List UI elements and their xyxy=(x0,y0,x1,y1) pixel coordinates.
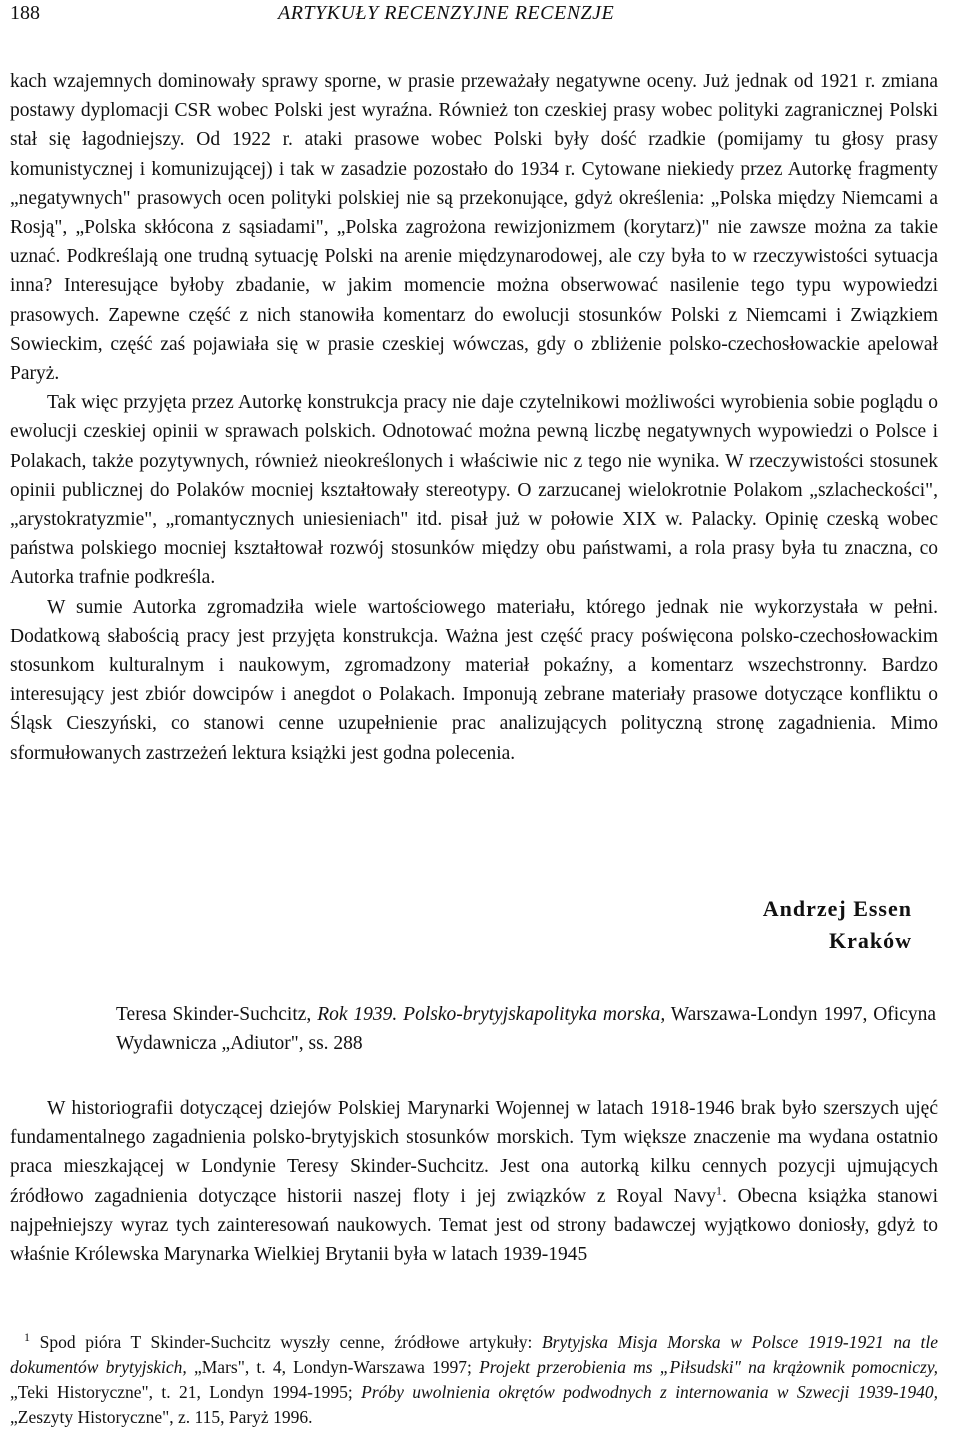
paragraph-text-a: W historiografii dotyczącej dziejów Polskiej Marynarki Wojennej w latach 1918-1946 brak było szerszych ujęć fundamentalnego zagadnienia polsko-brytyjskich stosunków morskich. Tym większe znaczenie ma wydana ostatnio praca mieszkającej w Londynie Teresy Skinder-Suchcitz. Jest ona autorką kilku cennych pozycji ujmujących źródłowo zagadnienia dotyczące historii naszej floty i jej związków z Royal Navy xyxy=(10,1098,938,1207)
book-author: Teresa Skinder-Suchcitz, xyxy=(116,1004,312,1025)
footnote xyxy=(10,1330,938,1430)
next-review-paragraph xyxy=(10,1094,938,1269)
footnote-text-4: „Zeszyty Historyczne", z. 115, Paryż 1996. xyxy=(10,1407,313,1427)
footnote-number: 1 xyxy=(24,1330,30,1345)
reviewer-name: Andrzej Essen xyxy=(762,896,912,921)
reviewer-city: Kraków xyxy=(829,928,912,953)
book-publication: Warszawa-Londyn 1997, Oficyna Wydawnicza „Adiutor", ss. 288 xyxy=(116,1004,937,1055)
footnote-text-1: Spod pióra T Skinder-Suchcitz wyszły cenne, źródłowe artykuły: xyxy=(39,1332,533,1352)
review-signature xyxy=(763,893,912,957)
running-head xyxy=(10,0,950,30)
paragraph-1: kach wzajemnych dominowały sprawy sporne, w prasie przeważały negatywne oceny. Już jednak od 1921 r. zmiana postawy dyplomacji CSR wobec Polski jest wyraźna. Również ton czeskiej prasy wobec polityki zagranicznej Polski stał się łagodniejszy. Od 1922 r. ataki prasowe wobec Polski były dość rzadkie (pomijamy tu głosy prasy komunistycznej i komunizującej) i tak w zasadzie pozostało do 1934 r. Cytowane niekiedy przez Autorkę fragmenty „negatywnych" prasowych ocen polityki polskiej nie są przekonujące, gdyż określenia: „Polska między Niemcami a Rosją", „Polska skłócona z sąsiadami", „Polska zagrożona rewizjonizmem (korytarz)" nie zawsze można za takie uznać. Podkreślają one trudną sytuację Polski na arenie międzynarodowej, ale czy była to w rzeczywistości sytuacja inna? Interesujące byłoby zbadanie, w jakim momencie można obserwować nasilenie tego typu wypowiedzi prasowych. Zapewne część z nich stanowiła komentarz do ewolucji stosunków Polski z Niemcami i Związkiem Sowieckim, część zaś pojawiała się w prasie czeskiej wówczas, gdy o zbliżenie polsko-czechosłowackie apelował Paryż. xyxy=(10,71,938,385)
paragraph-2: Tak więc przyjęta przez Autorkę konstrukcja pracy nie daje czytelnikowi możliwości wyrobienia sobie poglądu o ewolucji czeskiej opinii w sprawach polskich. Odnotować można pewną liczbę negatywnych wypowiedzi o Polsce i Polakach, także pozytywnych, również nieokreślonych i właściwie nic z tego nie wynika. W rzeczywistości stosunek opinii publicznej do Polaków mocniej kształtowały stereotypy. O zarzucanej wielokrotnie Polakom „szlacheckości", „arystokratyzmie", „romantycznych uniesieniach" itd. pisał już w połowie XIX w. Palacky. Opinię czeską wobec państwa polskiego mocniej kształtował rozwój stosunków między obu państwami, a rola prasy była tu znaczna, co Autorka trafnie podkreśla. xyxy=(10,392,938,589)
footnote-title-3: Próby uwolnienia okrętów podwodnych z internowania w Szwecji 1939-1940, xyxy=(361,1382,938,1402)
footnote-title-1: Brytyjska Misja Morska w Polsce 1919-1921 na tle dokumentów brytyjskich, xyxy=(10,1332,938,1377)
paragraph-text-b: . Obecna książka stanowi najpełniejszy wyraz tych zainteresowań naukowych. Temat jest od strony badawczej wyjątkowo doniosły, gdyż to właśnie Królewska Marynarka Wielkiej Brytanii była w latach 1939-1945 xyxy=(10,1185,938,1266)
footnote-text-3: „Teki Historyczne", t. 21, Londyn 1994-1995; xyxy=(10,1382,353,1402)
page-number: 188 xyxy=(10,2,40,24)
section-title: ARTYKUŁY RECENZYJNE RECENZJE xyxy=(278,2,615,24)
next-review-body xyxy=(10,1094,938,1269)
footnote-ref[interactable]: 1 xyxy=(715,1183,722,1198)
book-title: Rok 1939. Polsko-brytyjskapolityka morska, xyxy=(317,1004,666,1025)
footnote-text-2: „Mars", t. 4, Londyn-Warszawa 1997; xyxy=(193,1357,472,1377)
next-review-heading xyxy=(116,1000,936,1058)
paragraph-3: W sumie Autorka zgromadziła wiele wartościowego materiału, którego jednak nie wykorzystała w pełni. Dodatkową słabością pracy jest przyjęta konstrukcja. Ważna jest część pracy poświęcona polsko-czechosłowackim stosunkom kulturalnym i naukowym, zgromadzony materiał pokaźny, a komentarz wszechstronny. Bardzo interesujący jest zbiór dowcipów i anegdot o Polakach. Imponują zebrane materiały prasowe dotyczące konfliktu o Śląsk Cieszyński, co stanowi cenne uzupełnienie prac analizujących polityczną stronę zagadnienia. Mimo sformułowanych zastrzeżeń lektura książki jest godna polecenia. xyxy=(10,596,938,764)
footnote-title-2: Projekt przerobienia ms „Piłsudski" na krążownik pomocniczy, xyxy=(479,1357,939,1377)
review-body xyxy=(10,67,938,768)
